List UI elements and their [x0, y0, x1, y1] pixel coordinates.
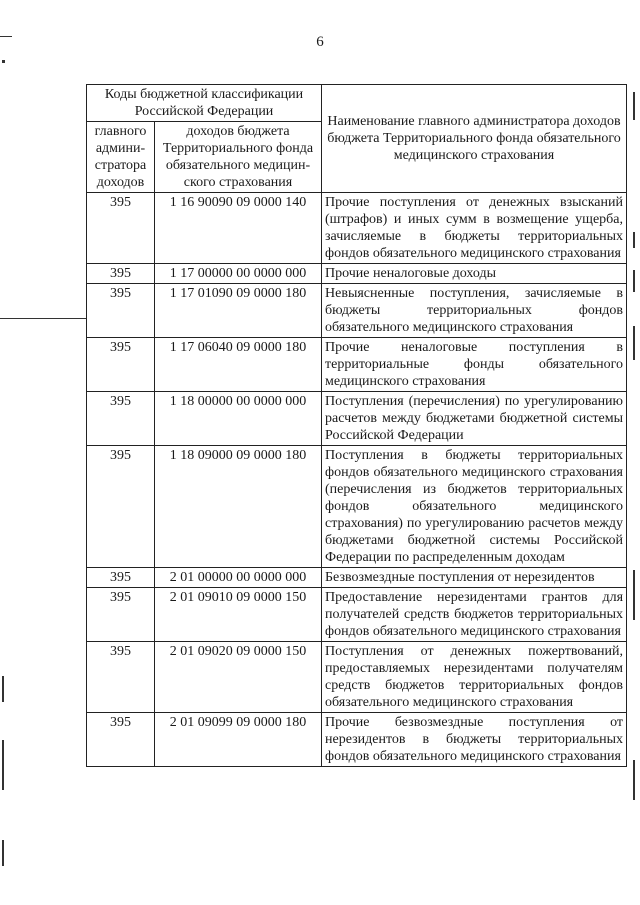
revenue-name-cell: Безвозмездные поступления от нерезидентов — [322, 568, 627, 588]
budget-classification-table — [86, 84, 627, 767]
page-number: 6 — [316, 34, 324, 50]
table-row — [87, 713, 627, 767]
admin-code-cell: 395 — [87, 568, 155, 588]
revenue-code-cell: 1 18 09000 09 0000 180 — [155, 446, 322, 568]
scan-mark — [633, 232, 635, 248]
scan-mark — [2, 840, 4, 866]
scan-mark — [633, 92, 635, 120]
revenue-code-cell: 1 16 90090 09 0000 140 — [155, 193, 322, 264]
scan-mark — [633, 760, 635, 800]
admin-code-cell: 395 — [87, 713, 155, 767]
admin-code-cell: 395 — [87, 284, 155, 338]
table-row — [87, 642, 627, 713]
scan-mark — [2, 60, 5, 63]
revenue-code-cell: 2 01 09020 09 0000 150 — [155, 642, 322, 713]
revenue-name-cell: Прочие безвозмездные поступления от нерезидентов в бюджеты территориальных фондов обязательного медицинского страхования — [322, 713, 627, 767]
admin-code-cell: 395 — [87, 446, 155, 568]
revenue-code-cell: 1 17 06040 09 0000 180 — [155, 338, 322, 392]
revenue-code-cell: 2 01 00000 00 0000 000 — [155, 568, 322, 588]
admin-code-cell: 395 — [87, 193, 155, 264]
revenue-code-cell: 1 17 01090 09 0000 180 — [155, 284, 322, 338]
admin-code-cell: 395 — [87, 338, 155, 392]
header-group-title: Коды бюджетной классификации Российской Федерации — [87, 85, 322, 122]
table-row — [87, 392, 627, 446]
scan-mark — [633, 326, 635, 360]
admin-code-cell: 395 — [87, 642, 155, 713]
revenue-name-cell: Поступления (перечисления) по урегулированию расчетов между бюджетами бюджетной системы Российской Федерации — [322, 392, 627, 446]
revenue-name-cell: Поступления от денежных пожертвований, предоставляемых нерезидентами получателям средств бюджетов территориальных фондов обязательного медицинского страхования — [322, 642, 627, 713]
revenue-code-cell: 1 17 00000 00 0000 000 — [155, 264, 322, 284]
revenue-code-cell: 2 01 09010 09 0000 150 — [155, 588, 322, 642]
header-col-name: Наименование главного администратора доходов бюджета Территориального фонда обязательного медицинского страхования — [322, 85, 627, 193]
scan-mark — [633, 570, 635, 620]
scan-mark — [2, 676, 4, 702]
table-body — [87, 193, 627, 767]
table-row — [87, 193, 627, 264]
revenue-name-cell: Поступления в бюджеты территориальных фондов обязательного медицинского страхования (перечисления из бюджетов территориальных фондов обязательного медицинского страхования) по урегулированию расчетов между бюджетами бюджетной системы Российской Федерации по распределенным доходам — [322, 446, 627, 568]
scan-mark — [0, 36, 12, 37]
table-row — [87, 338, 627, 392]
admin-code-cell: 395 — [87, 588, 155, 642]
table-row — [87, 588, 627, 642]
table-row — [87, 568, 627, 588]
scan-mark — [0, 318, 86, 319]
table-header — [87, 85, 627, 193]
table-row — [87, 446, 627, 568]
admin-code-cell: 395 — [87, 392, 155, 446]
revenue-name-cell: Прочие неналоговые доходы — [322, 264, 627, 284]
revenue-code-cell: 1 18 00000 00 0000 000 — [155, 392, 322, 446]
header-col-revenue: доходов бюджета Территориального фонда обязательного медицин-ского страхования — [155, 122, 322, 193]
admin-code-cell: 395 — [87, 264, 155, 284]
table-row — [87, 264, 627, 284]
revenue-code-cell: 2 01 09099 09 0000 180 — [155, 713, 322, 767]
revenue-name-cell: Невыясненные поступления, зачисляемые в бюджеты территориальных фондов обязательного медицинского страхования — [322, 284, 627, 338]
scan-mark — [633, 270, 635, 292]
revenue-name-cell: Прочие неналоговые поступления в территориальные фонды обязательного медицинского страхования — [322, 338, 627, 392]
revenue-name-cell: Предоставление нерезидентами грантов для получателей средств бюджетов территориальных фондов обязательного медицинского страхования — [322, 588, 627, 642]
revenue-name-cell: Прочие поступления от денежных взысканий (штрафов) и иных сумм в возмещение ущерба, зачисляемые в бюджеты территориальных фондов обязательного медицинского страхования — [322, 193, 627, 264]
table-row — [87, 284, 627, 338]
header-col-admin: главного админи-стратора доходов — [87, 122, 155, 193]
scan-mark — [2, 740, 4, 790]
